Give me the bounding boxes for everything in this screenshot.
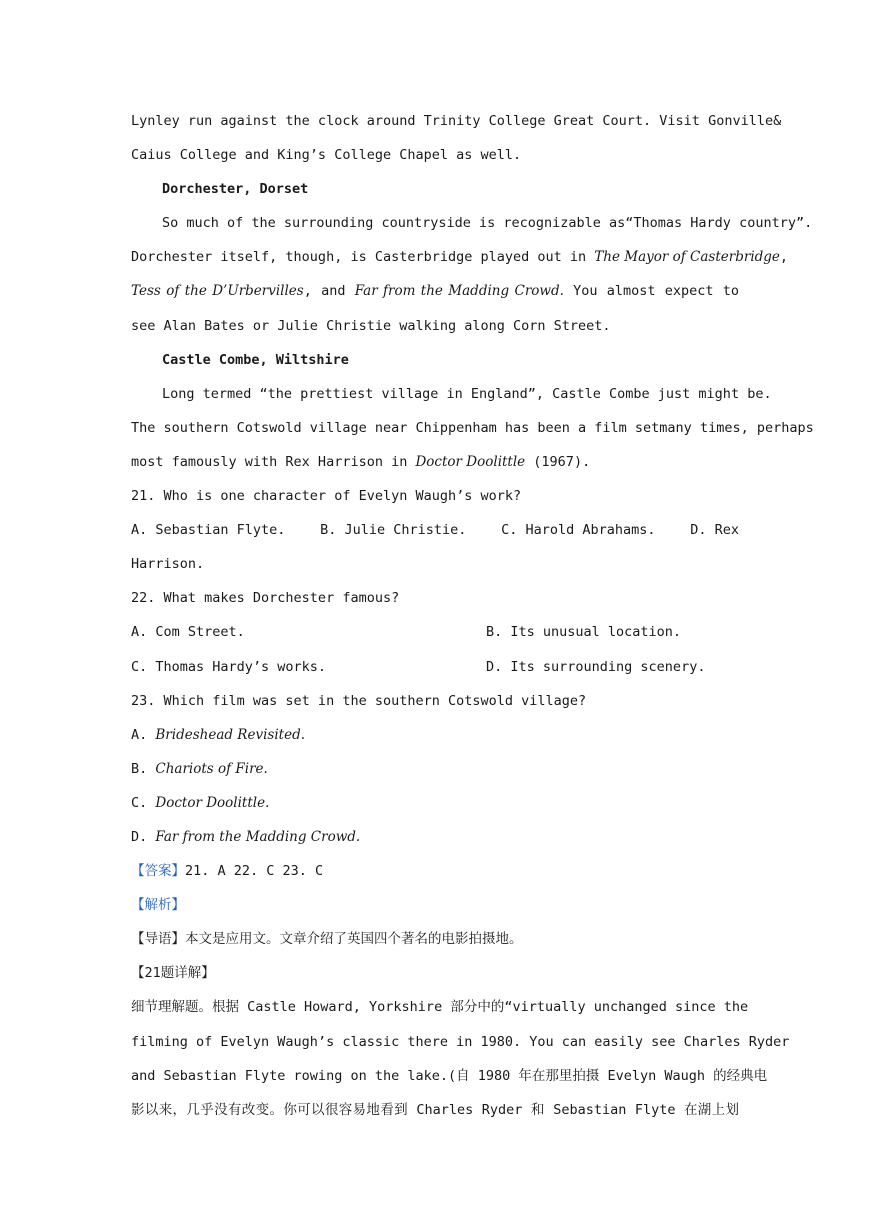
text-span: most famously with Rex Harrison in [131,453,416,470]
section-heading-castle-combe: Castle Combe, Wiltshire [162,351,349,368]
film-title: Chariots of Fire. [155,760,268,777]
document-page [131,104,814,1127]
text-span: (1967). [525,453,591,470]
text-span: Dorchester itself, though, is Casterbridge played out in [131,249,595,266]
option-c: C. Harold Abrahams. [501,522,656,539]
text-span: , [779,249,789,266]
passage-line [131,240,789,274]
option-b: B. Julie Christie. [320,522,467,539]
film-title: Doctor Doolittle. [155,794,270,811]
analysis-line: 细节理解题。根据 Castle Howard, Yorkshire 部分中的“virtually unchanged since the [131,999,749,1016]
analysis-intro: 【导语】本文是应用文。文章介绍了英国四个著名的电影拍摄地。 [131,931,523,948]
analysis-line: 影以来，几乎没有改变。你可以很容易地看到 Charles Ryder 和 Sebastian Flyte 在湖上划 [131,1101,739,1118]
option-c [131,786,739,820]
option-c: C. Thomas Hardy’s works. [131,658,327,675]
option-d: D. Rex [690,522,739,539]
option-letter: D. [131,828,156,845]
option-b: B. Its unusual location. [486,624,682,641]
answer-text: 21. A 22. C 23. C [185,863,324,880]
passage-line: Caius College and King’s College Chapel as well. [131,147,522,164]
option-a: A. Com Street. [131,624,245,641]
text-span: You almost expect to [563,283,739,300]
analysis-line: filming of Evelyn Waugh’s classic there in 1980. You can easily see Charles Ryder [131,1033,790,1050]
film-title: Brideshead Revisited. [155,726,305,743]
option-b [131,752,739,786]
section-heading-dorchester: Dorchester, Dorset [162,181,309,198]
book-title: Far from the Madding Crowd. [354,283,564,300]
question-stem-23: 23. Which film was set in the southern Cotswold village? [131,692,587,709]
question-stem-22: 22. What makes Dorchester famous? [131,590,400,607]
question-stem-21: 21. Who is one character of Evelyn Waugh’s work? [131,488,522,505]
option-a [131,718,739,752]
text-span: , and [303,283,355,300]
answer-line [131,854,739,888]
passage-line: Long termed “the prettiest village in England”, Castle Combe just might be. [162,385,772,402]
book-title: The Mayor of Casterbridge [594,249,780,266]
analysis-label: 【解析】 [131,897,185,914]
answer-label: 【答案】 [131,863,185,880]
question-options-21 [131,513,739,547]
passage-line [131,274,739,308]
option-letter: A. [131,726,156,743]
passage-line: So much of the surrounding countryside is recognizable as“Thomas Hardy country”. [162,215,813,232]
option-d [131,820,739,854]
film-title: Far from the Madding Crowd. [155,828,361,845]
option-d-continued: Harrison. [131,556,205,573]
option-letter: B. [131,760,156,777]
passage-line: The southern Cotswold village near Chippenham has been a film setmany times, perhaps [131,419,814,436]
passage-line: Lynley run against the clock around Trinity College Great Court. Visit Gonville& [131,113,782,129]
question-options-22-row2 [131,650,739,684]
option-a: A. Sebastian Flyte. [131,522,286,539]
analysis-line: and Sebastian Flyte rowing on the lake.(自 1980 年在那里拍摄 Evelyn Waugh 的经典电 [131,1067,768,1084]
book-title: Tess of the D’Urbervilles [131,283,304,300]
film-title: Doctor Doolittle [415,453,526,470]
passage-line [131,445,739,479]
option-letter: C. [131,794,156,811]
analysis-q21-heading: 【21题详解】 [131,965,215,982]
passage-line: see Alan Bates or Julie Christie walking along Corn Street. [131,317,611,334]
option-d: D. Its surrounding scenery. [486,658,706,675]
question-options-22-row1 [131,615,739,649]
